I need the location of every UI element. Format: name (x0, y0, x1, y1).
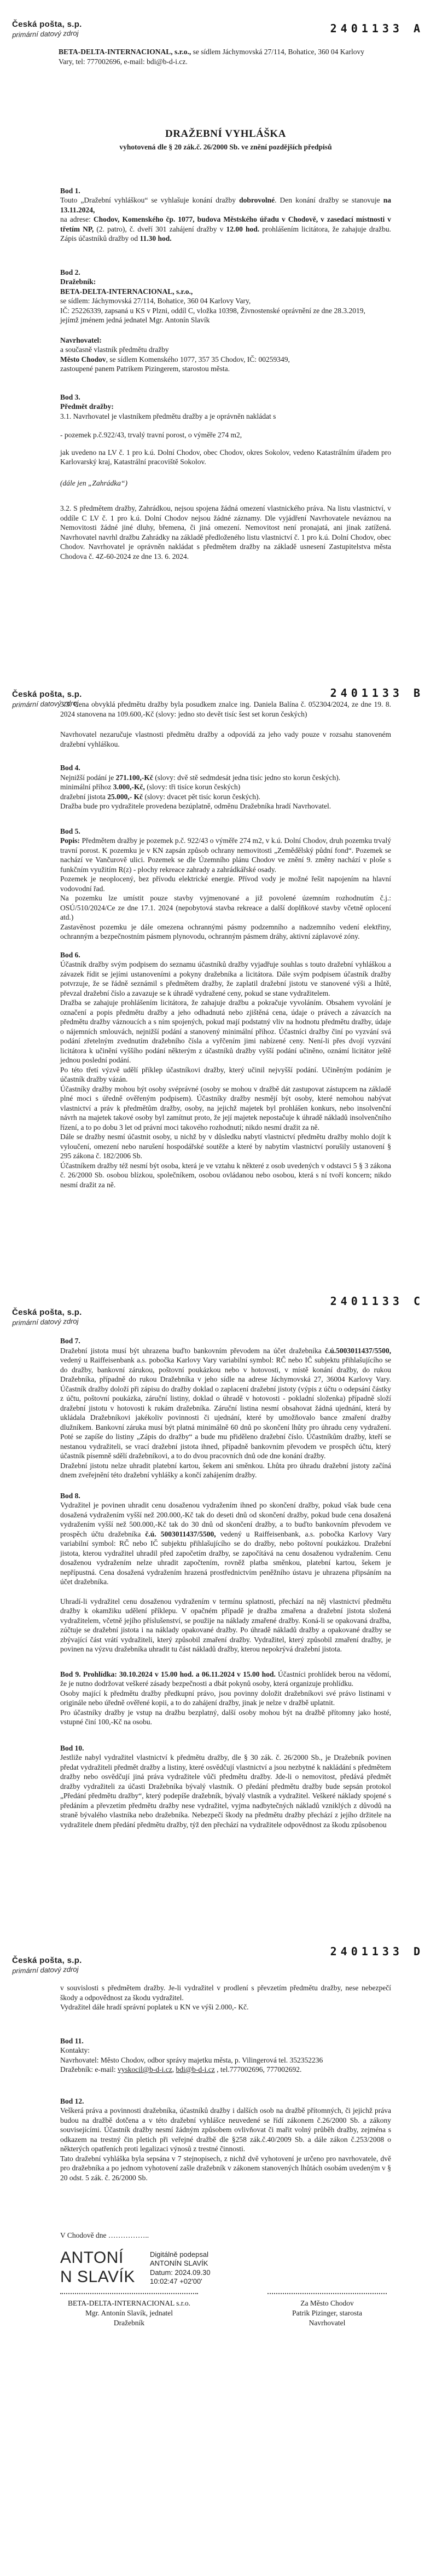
bod1-heading: Bod 1. (60, 186, 80, 195)
signature-meta-line3: Datum: 2024.09.30 (150, 2268, 211, 2277)
bod6-paragraph-6: Účastníkem dražby též nesmí být osoba, která je ve vztahu k některé z osob uvedených v odstavci 5 § 3 zákona č. 26/2000 Sb. osobou blízkou, společníkem, osobou ovládanou nebo osobou, která s ní tvoří koncern; nikdo nesmí dražit za ně. (60, 1161, 391, 1189)
sig-left-person: Mgr. Antonín Slavík, jednatel (85, 2308, 173, 2317)
bod10-paragraph-1: Jestliže nabyl vydražitel vlastnictví k předmětu dražby, dle § 30 zák. č. 26/2000 Sb., je Dražebník povinen předat vydražiteli předmět dražby a listiny, které osvědčují vlastnictví a jsou nezbytné k nakládání s předmětem dražby nebo osvědčují jiná práva vydražitele vůči předmětu dražby. Jde-li o nemovitost, předává předmět dražby vydražiteli za účasti Dražebníka bývalý vlastník. O předání předmětu dražby bude sepsán protokol „Předání předmětu dražby“, který podepíše dražebník, bývalý vlastník a vydražitel. Veškeré náklady spojené s předáním a převzetím předmětu dražby nese vydražitel, vyjma nadbytečných nákladů vzniklých z důvodů na straně bývalého vlastníka nebo dražebníka. Nebezpečí škody na předmětu dražby přechází z jejího držitele na vydražitele dnem předání předmětu dražby, týž den přechází na vydražitele odpovědnost za škodu způsobenou (60, 1753, 391, 1829)
sig-right-company: Za Město Chodov (300, 2298, 354, 2307)
bod5-paragraph-2: Pozemek je neoplocený, bez přívodu elektrické energie. Přívod vody je možné řešit napojením na hlavní vodovodní řad. (60, 875, 391, 893)
kontakt-drazebnik: Dražebník: e-mail: vyskocil@b-d-i.cz, bdi@b-d-i.cz , tel.777002696, 777002692. (60, 2065, 302, 2073)
sig-left-company: BETA-DELTA-INTERNACIONAL s.r.o. (67, 2298, 191, 2307)
bod2-ic: IČ: 25226339, zapsaná u KS v Plzni, oddíl C, vložka 10398, Živnostenské oprávnění ze dne 28.3.2019, (60, 306, 365, 315)
place-date-line: V Chodově dne …………….. (60, 2231, 149, 2239)
bod6-paragraph-1: Účastník dražby svým podpisem do seznamu účastníků dražby vyjadřuje souhlas s touto dražební vyhláškou a závazek řídit se jejími ustanoveními a pokyny dražebníka a licitátora. Dále svým podpisem účastník dražby potvrzuje, že se řádně seznámil s předmětem dražby, že zaplatil dražební jistotu ve stanovené výši a lhůtě, převzal dražební číslo a zavazuje se k úhradě vydražené ceny, pokud se stane vydražitelem. (60, 960, 391, 997)
doc-title: DRAŽEBNÍ VYHLÁŠKA (165, 128, 286, 140)
stamp-company: Česká pošta, s.p. (12, 20, 82, 29)
stamp-subline: primární datový zdroj (12, 1316, 79, 1327)
bod7-paragraph-2: Dražební jistotu nelze uhradit platební kartou, šekem ani směnkou. Lhůta pro úhradu dražební jistoty začíná dnem zveřejnění této dražební vyhlášky a končí zahájením dražby. (60, 1461, 391, 1479)
kontakt-navrhovatel: Navrhovatel: Město Chodov, odbor správy majetku města, p. Vilingerová tel. 352352236 (60, 2055, 323, 2064)
bod10-continuation: v souvislosti s předmětem dražby. Je-li vydražitel v prodlení s převzetím předmětu dražby, nese nebezpečí škody a odpovědnost za škodu vydražitel. (60, 1984, 391, 2002)
reference-number: 2401133 D (330, 1945, 424, 1958)
letterhead: BETA-DELTA-INTERNACIONAL, s.r.o., se sídlem Jáchymovská 27/114, Bohatice, 360 04 Karlovy Vary, tel: 777002696, e-mail: bdi@b-d-i.cz. (59, 48, 364, 66)
bod3-lv: jak uvedeno na LV č. 1 pro k.ú. Dolní Chodov, obec Chodov, okres Sokolov, vedeno Katastrálním úřadem pro Karlovarský kraj, Katastrální pracoviště Sokolov. (60, 448, 391, 466)
signature-meta-line4: 10:02:47 +02'00' (150, 2277, 202, 2285)
page-1 (0, 0, 448, 644)
navrhovatel-line1: a současně vlastník předmětu dražby (60, 345, 169, 354)
signature-right-navrhovatel (267, 2293, 387, 2328)
signature-meta-line2: ANTONÍN SLAVÍK (150, 2259, 208, 2267)
bod4-minimalni-prihoz: minimální příhoz 3.000,-Kč, (slovy: tři tisíce korun českých) (60, 783, 241, 791)
sig-right-role: Navrhovatel (309, 2318, 346, 2327)
bod3-33: 3.3. Cena obvyklá předmětu dražby byla posudkem znalce ing. Daniela Balína č. 052304/2024, ze dne 19. 8. 2024 stanovena na 109.600,-Kč (slovy: jedno sto devět tisíc šest set korun českých) (60, 700, 391, 718)
bod2-sidlo: se sídlem: Jáchymovská 27/114, Bohatice, 360 04 Karlovy Vary, (60, 297, 251, 305)
bod4-drazebni-jistota: dražební jistota 25.000,- Kč (slovy: dvacet pět tisíc korun českých). (60, 792, 260, 801)
bod8-heading: Bod 8. (60, 1491, 80, 1500)
signature-meta-line1: Digitálně podepsal (150, 2250, 208, 2259)
bod7-heading: Bod 7. (60, 1337, 80, 1345)
bod5-popis: Popis: Předmětem dražby je pozemek p.č. 922/43 o výměře 274 m2, v k.ú. Dolní Chodov, druh pozemku trvalý travní porost. K pozemku je v KN zapsán způsob ochrany nemovitosti „Zemědělský půdní fond“. Pozemek se nachází ve Vančurově ulici. Pozemek se dle Územního plánu Chodov ve znění 9. změny nachází v ploše s funkčním využitím R(z) - plochy rekreace zahrady a zahrádkářské osady. (60, 836, 391, 874)
bod10-heading: Bod 10. (60, 1743, 84, 1752)
sig-right-person: Patrik Pizinger, starosta (292, 2308, 363, 2317)
bod5-paragraph-4: Zastavěnost pozemku je dále omezena ochrannými pásmy podzemního a nadzemního vedení elektřiny, ochranným a bezpečnostním pásmem plynovodu, ochranným pásmem dráhy, aktivní záplavové zóny. (60, 922, 391, 940)
bod3-pozemek: - pozemek p.č.922/43, trvalý travní porost, o výměře 274 m2, (60, 431, 242, 439)
bod3-31: 3.1. Navrhovatel je vlastníkem předmětu dražby a je oprávněn nakládat s (60, 412, 276, 420)
sig-left-role: Dražebník (113, 2318, 145, 2327)
digital-signature-meta (150, 2250, 211, 2286)
bod4-heading: Bod 4. (60, 764, 80, 772)
bod4-nejnizsi-podani: Nejnižší podání je 271.100,-Kč (slovy: dvě stě sedmdesát jedna tisíc jedno sto korun českých). (60, 773, 341, 782)
reference-number: 2401133 C (330, 1295, 424, 1308)
bod6-paragraph-5: Dále se dražby nesmí účastnit osoby, u nichž by v důsledku nabytí vlastnictví předmětu dražby mohlo dojít k vyloučení, omezení nebo narušení hospodářské soutěže a které by nabytím vlastnictví porušily ustanovení § 295 zákona č. 182/2006 Sb. (60, 1133, 391, 1160)
bod6-heading: Bod 6. (60, 950, 80, 959)
page-4 (0, 1932, 448, 2576)
stamp-company: Česká pošta, s.p. (12, 1956, 82, 1965)
navrhovatel-label: Navrhovatel: (60, 336, 102, 344)
page-2 (0, 644, 448, 1288)
bod1-paragraph-2: na adrese: Chodov, Komenského čp. 1077, budova Městského úřadu v Chodově, v zasedací místnosti v třetím NP, (2. patro), č. dveří 301 zahájení dražby v 12.00 hod. prohlášením licitátora, že zahajuje dražbu. Zápis účastníků dražby od 11.30 hod. (60, 215, 391, 242)
page-3 (0, 1288, 448, 1932)
bod1-paragraph-1: Touto „Dražební vyhláškou“ se vyhlašuje konání dražby dobrovolné. Den konání dražby se stanovuje na 13.11.2024, (60, 196, 391, 214)
bod3-zahradka-note: (dále jen „Zahrádka“) (60, 478, 127, 487)
reference-number: 2401133 B (330, 686, 424, 700)
bod4-bezuplatne: Dražba bude pro vydražitele provedena bezúplatně, odměnu Dražebníka hradí Navrhovatel. (60, 802, 331, 810)
bod3-32: 3.2. S předmětem dražby, Zahrádkou, nejsou spojena žádná omezení vlastnického práva. Na listu vlastnictví, v oddíle C LV č. 1 pro k.ú. Dolní Chodov nejsou žádné záznamy. Dle vyjádření Navrhovatele neváznou na Nemovitosti žádné jiné dluhy, břemena, či jiná omezení. Nemovitost není pronajatá, ani jinak zatížená. Navrhovatel navrhl dražbu Zahrádky na základě předloženého listu vlastnictví č. 1 pro k.ú. Dolní Chodov, obec Chodov. Navrhovatel je oprávněn nakládat s předmětem dražby na základě usnesení Zastupitelstva města Chodova č. 4Z-60-2024 ze dne 13. 6. 2024. (60, 504, 391, 561)
bod12-heading: Bod 12. (60, 2096, 84, 2105)
page4-content (60, 1932, 391, 2328)
signature-row (60, 2293, 391, 2328)
page1-content (60, 0, 391, 561)
nezarucuje-paragraph: Navrhovatel nezaručuje vlastnosti předmětu dražby a odpovídá za jeho vady pouze v rozsahu stanoveném dražební vyhláškou. (60, 730, 391, 748)
stamp-company: Česká pošta, s.p. (12, 1308, 82, 1317)
bod2-drazebnik-label: Dražebník: (60, 278, 96, 286)
bod11-heading: Bod 11. (60, 2036, 84, 2045)
digital-signature-name (60, 2248, 142, 2286)
signature-name-line1: ANTONÍ (60, 2248, 124, 2267)
page2-content (60, 644, 391, 1189)
bod9-paragraph-2: Osoby mající k předmětu dražby předkupní právo, jsou povinny doložit dražebníkovi své právo listinami v originále nebo úředně ověřené kopii, a to do zahájení dražby, jinak je nelze v dražbě uplatnit. (60, 1689, 391, 1707)
stamp-subline: primární datový zdroj (12, 28, 79, 39)
bod7-paragraph-1: Dražební jistota musí být uhrazena buďto bankovním převodem na účet dražebníka č.ú.5003011437/5500, vedený u Raiffeisenbank a.s. pobočka Karlovy Vary variabilní symbol: RČ nebo IČ subjektu přihlašujícího se do dražby, bankovní zárukou, poštovní poukázkou nebo v hotovosti, v místě konání dražby, do rukou Dražebníka, případně do rukou Dražebníka v jeho sídle na adrese Jáchymovská 27, 36004 Karlovy Vary. Účastník dražby doloží při zápisu do dražby doklad o zaplacení dražební jistoty (výpis z účtu o odepsání částky z účtu, poštovní poukázka, záruční listiny, doklad o úhradě v hotovosti - pokladní složenka) případně složí dražební jistotu v hotovosti k rukám dražebníka. Záruční listina nesmí obsahovat žádná ujednání, která by ukládala Dražebníkovi jakékoliv povinnosti či ujednání, které by umožňovalo bance zmaření dražby dlužníkem. Bankovní záruka musí být platná minimálně 60 dnů po skončení lhůty pro úhradu ceny vydražení. Poté se zapíše do listiny „Zápis do dražby“ a bude mu přiděleno dražební číslo. Účastníkům dražby, kteří se nestanou vydražiteli, se vrací dražební jistota ihned, případně bankovním převodem ve prospěch účtu, který účastník písemně sdělí dražebníkovi, a to do dvou pracovních dnů ode dne konání dražby. (60, 1346, 391, 1460)
stamp-company: Česká pošta, s.p. (12, 690, 82, 699)
bod2-jednatel: jejímž jménem jedná jednatel Mgr. Antonín Slavík (60, 316, 210, 324)
bod6-paragraph-4: Účastníky dražby mohou být osoby svéprávné (osoby se mohou v dražbě dát zastupovat zástupcem na základě plné moci s úředně ověřeným podpisem). Účastníky dražby nesmějí být osoby, které nemohou nabývat vlastnictví a práv k předmětům dražby, osoby, na jejichž majetek byl prohlášen konkurs, nebo insolvenční návrh na majetek takové osoby byl zamítnut proto, že její majetek nepostačuje k úhradě nákladů insolvenčního řízení, a to po dobu 3 let od právní moci takového rozhodnutí; nikdo nesmí dražit za ně. (60, 1084, 391, 1131)
bod5-paragraph-3: Na pozemku lze umístit pouze stavby vyjmenované a již povolené územním rozhodnutím č.j.: OSÚ/510/2024/Ce ze dne 17.1. 2024 (nepobytová stavba rekreace a další doplňkové stavby včetně oplocení atd.) (60, 894, 391, 921)
bod3-heading: Bod 3. (60, 392, 80, 401)
page3-content (60, 1288, 391, 1829)
bod2-company: BETA-DELTA-INTERNACIONAL, s.r.o., (60, 287, 193, 296)
navrhovatel-line3: zastoupené panem Patrikem Pizingerem, starostou města. (60, 365, 230, 373)
stamp-subline: primární datový zdroj (12, 1965, 79, 1975)
stamp-subline: primární datový zdroj (12, 698, 79, 709)
bod12-paragraph-2: Tato dražební vyhláška byla sepsána v 7 stejnopisech, z nichž dvě vyhotovení je určeno pro navrhovatele, dvě pro dražebníka a po jednom vyhotovení zašle dražebník v zákonem stanovených lhůtách osobám uvedeným v § 20 odst. 5 zák. č. 26/2000 Sb. (60, 2154, 391, 2182)
spravni-poplatek-line: Vydražitel dále hradí správní poplatek u KN ve výši 2.000,- Kč. (60, 2003, 249, 2011)
signature-name-line2: N SLAVÍK (60, 2267, 135, 2286)
bod6-paragraph-3: Po této třetí výzvě udělí příklep účastníkovi dražby, který učinil nejvyšší podání. Učiněným podáním je účastník dražby vázán. (60, 1065, 391, 1083)
bod6-paragraph-2: Dražba se zahajuje prohlášením licitátora, že zahajuje dražbu a pokračuje vyvoláním. Obsahem vyvolání je označení a popis předmětu dražby a jeho odhadnutá nebo zjištěná cena, údaje o právech a závazcích na předmětu dražby váznoucích a s ním spojených, pokud mají podstatný vliv na hodnotu předmětu dražby, údaje o nájemních smlouvách, nejnižší podání a stanovený minimální příhoz. Účastníci dražby činí po vyzvání svá podání zřetelným zvednutím dražebního čísla a vyřčením jimi nabízené ceny. Není-li přes dvojí vyzvání licitátora k učinění vyššího podání některým z účastníků dražby vyšší podání učiněno, oznámí licitátor ještě jednou poslední podání. (60, 998, 391, 1064)
signature-left-drazebnik (60, 2293, 198, 2328)
digital-signature-block (60, 2248, 391, 2286)
bod8-paragraph-2: Uhradí-li vydražitel cenu dosaženou vydražením v termínu splatnosti, přechází na něj vlastnictví předmětu dražby k okamžiku udělení příklepu. V opačném případě je dražba zmařena a dražební jistota složená vydražitelem, včetně jejího příslušenství, se použije na náklady zmařené dražby. Koná-li se opakovaná dražba, zúčtuje se dražební jistota i na náklady opakované dražby. Po úhradě nákladů dražby a opakované dražby se zbývající část vrátí vydražiteli, který způsobil zmaření dražby. Vydražitel, který způsobil zmaření dražby, je povinen na výzvu dražebníka uhradit tu část nákladů dražby, kterou nepokrývá dražební jistota. (60, 1597, 391, 1653)
bod12-paragraph-1: Veškerá práva a povinnosti dražebníka, účastníků dražby i dalších osob na dražbě přítomných, či jejichž práva budou na dražbě dotčena a v této dražební vyhlášce neuvedené se řídí zákonem č.26/2000 Sb. a zákony souvisejícími. Účastník dražby nesmí žádným způsobem ovlivňovat či mařit volný průběh dražby, zejména s odkazem na trestný čin pletich při veřejné dražbě dle §258 zák.č.40/2009 Sb. a dále zákon č.253/2008 o některých opatřeních proti legalizaci výnosů z trestné činnosti. (60, 2106, 391, 2153)
bod9-paragraph-1: Bod 9. Prohlídka: 30.10.2024 v 15.00 hod. a 06.11.2024 v 15.00 hod. Účastníci prohlídek berou na vědomí, že je nutno dodržovat veškeré zásady bezpečnosti a dbát pokynů osoby, která organizuje prohlídku. (60, 1670, 391, 1688)
reference-number: 2401133 A (330, 22, 424, 35)
bod9-paragraph-3: Pro účastníky dražby je vstup na dražbu bezplatný, další osoby mohou být na dražbě přítomny jako hosté, vstupné činí 100,-Kč na osobu. (60, 1708, 391, 1726)
kontakty-label: Kontakty: (60, 2046, 90, 2054)
bod8-paragraph-1: Vydražitel je povinen uhradit cenu dosaženou vydražením ihned po skončení dražby, pokud však bude cena dosažená vydražením vyšší než 200.000,-Kč tak do deseti dnů od skončení dražby, pokud bude cena dosažená vydražením vyšší než 500.000,-Kč tak do 30 dnů od skončení dražby, a to buďto bankovním převodem ve prospěch účtu dražebníka č.ú. 5003011437/5500, vedený u Raiffeisenbank, a.s. pobočka Karlovy Vary variabilní symbol: RČ nebo IČ subjektu přihlašujícího se do dražby, nebo poštovní poukázkou. Dražební jistota, kterou vydražitel uhradil před započetím dražby, se započítává na cenu dosaženou vydražením. Cenu dosaženou vydražením nelze uhradit započtením, rovněž platba směnkou, platební kartou, šekem je nepřípustná. Cena dosažená vydražením hrazená prostřednictvím peněžního ústavu je uhrazena připsáním na účet dražebníka. (60, 1501, 391, 1586)
bod2-heading: Bod 2. (60, 268, 80, 276)
bod5-heading: Bod 5. (60, 827, 80, 835)
bod3-predmet-label: Předmět dražby: (60, 402, 114, 411)
navrhovatel-line2: Město Chodov, se sídlem Komenského 1077, 357 35 Chodov, IČ: 00259349, (60, 355, 290, 363)
doc-subtitle: vyhotovená dle § 20 zák.č. 26/2000 Sb. ve znění pozdějších předpisů (119, 143, 332, 151)
